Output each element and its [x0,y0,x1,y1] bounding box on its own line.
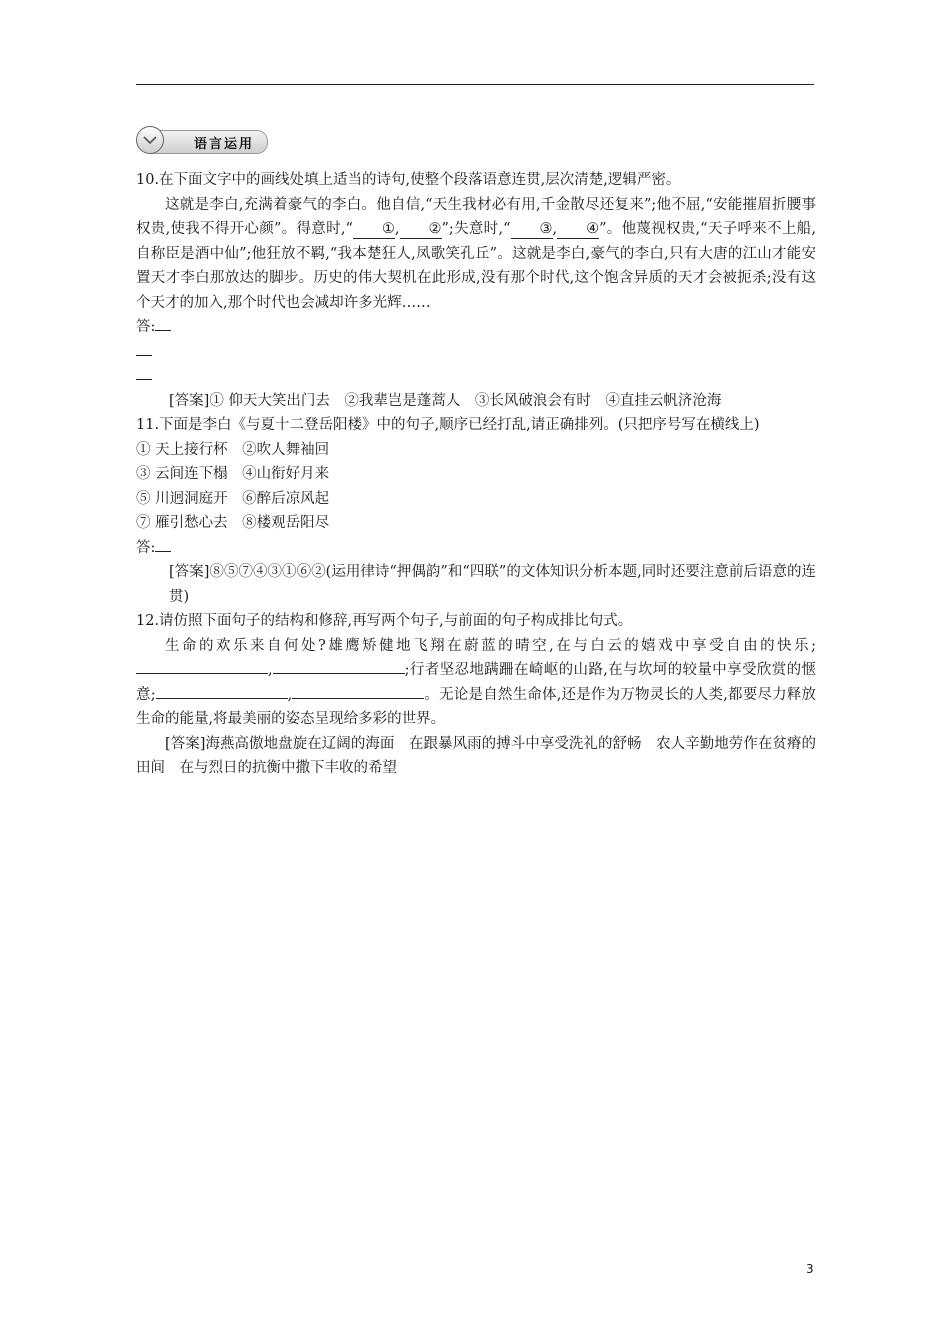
page-content [136,168,816,781]
page-number: 3 [806,1262,814,1276]
question-11-answer-key: [答案]⑧⑤⑦④③①⑥②(运用律诗“押偶韵”和“四联”的文体知识分析本题,同时还要注意前后语意的连贯) [169,564,816,605]
question-10-passage: 这就是李白,充满着豪气的李白。他自信,“天生我材必有用,千金散尽还复来”;他不屈,“安能摧眉折腰事权贵,使我不得开心颜”。得意时,“ ①, ②”;失意时,“ ③, ④”。他蔑视权贵,“天子呼来不上船,自称臣是酒中仙”;他狂放不羁,“我本楚狂人,凤歌笑孔丘”。这就是李白,豪气的李白,只有大唐的江山才能安置天才李白那放达的脚步。历史的伟大契机在此形成,没有那个时代,这个饱含异质的天才会被扼杀;没有这个天才的加入,那个时代也会减却许多光辉…… [136,196,817,311]
question-11-answer-line: 答: [136,536,816,561]
section-title: 语言运用 [194,137,255,152]
option-line: ① 天上接行杯 ②吹人舞袖回 [136,441,330,458]
blank-7[interactable] [156,698,288,699]
blank-3[interactable]: ③ [511,220,553,239]
question-10-answer-line: 答: [136,315,816,340]
question-12-answer-key: [答案]海燕高傲地盘旋在辽阔的海面 在跟暴风雨的搏斗中享受洗礼的舒畅 农人辛勤地劳作在贫瘠的田间 在与烈日的抗衡中撒下丰收的希望 [136,735,816,776]
option-line: ③ 云间连下榻 ④山衔好月来 [136,466,330,482]
option-line: ⑤ 川迥洞庭开 ⑥醉后凉风起 [136,490,330,507]
chevron-down-icon [136,126,164,154]
section-badge [136,126,268,156]
blank-1[interactable]: ① [353,220,395,239]
answer-blank[interactable] [136,341,152,356]
question-10-prompt: 10.在下面文字中的画线处填上适当的诗句,使整个段落语意连贯,层次清楚,逻辑严密。 [136,172,681,188]
option-line: ⑦ 雁引愁心去 ⑧楼观岳阳尽 [136,515,330,531]
question-12-passage: 生命的欢乐来自何处?雄鹰矫健地飞翔在蔚蓝的晴空,在与白云的嬉戏中享受自由的快乐;, ;行者坚忍地蹒跚在崎岖的山路,在与坎坷的较量中享受欣赏的惬意; , 。无论是自然生命体,还是作为万物灵长的人类,都要尽力释放生命的能量,将最美丽的姿态呈现给多彩的世界。 [136,637,817,727]
answer-blank[interactable] [155,537,171,552]
blank-5[interactable] [136,673,268,674]
question-10-answer-key: [答案]① 仰天大笑出门去 ②我辈岂是蓬蒿人 ③长风破浪会有时 ④直挂云帆济沧海 [169,392,722,409]
answer-blank[interactable] [136,365,152,380]
answer-blank[interactable] [155,316,171,331]
answer-blank-line [136,364,816,389]
question-12-prompt: 12.请仿照下面句子的结构和修辞,再写两个句子,与前面的句子构成排比句式。 [136,613,633,629]
blank-4[interactable]: ④ [557,220,599,239]
blank-2[interactable]: ② [400,220,442,239]
blank-6[interactable] [273,673,405,674]
question-11-prompt: 11.下面是李白《与夏十二登岳阳楼》中的句子,顺序已经打乱,请正确排列。(只把序号写在横线上) [136,417,760,433]
header-rule [136,84,814,85]
answer-blank-line [136,340,816,365]
blank-8[interactable] [292,698,424,699]
